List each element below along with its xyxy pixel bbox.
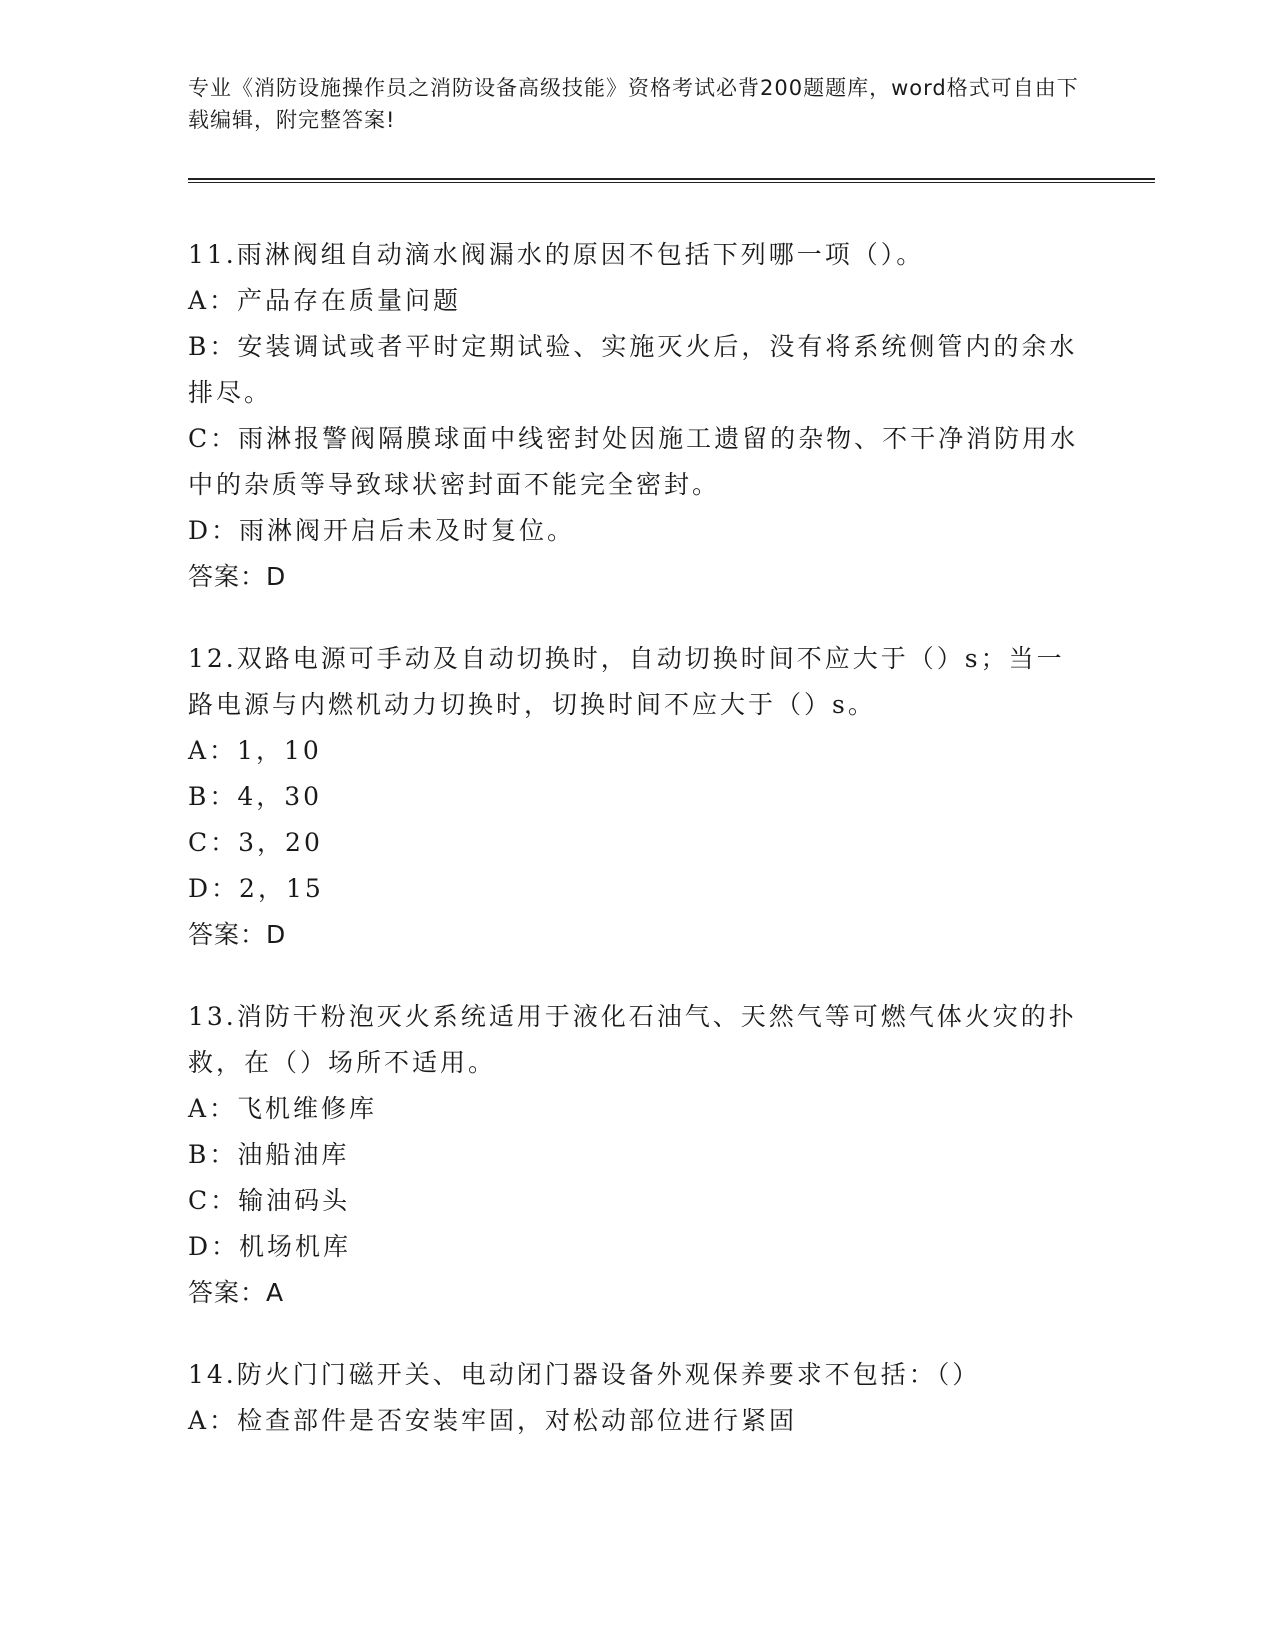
option-c: C：输油码头 — [188, 1186, 351, 1215]
header-divider — [188, 178, 1155, 183]
question-13 — [188, 994, 1088, 1316]
question-12 — [188, 636, 1088, 958]
question-stem: 13.消防干粉泡灭火系统适用于液化石油气、天然气等可燃气体火灾的扑救，在（）场所不适用。 — [188, 1002, 1077, 1077]
option-a: A：检查部件是否安装牢固，对松动部位进行紧固 — [188, 1406, 798, 1435]
option-b: B：安装调试或者平时定期试验、实施灭火后，没有将系统侧管内的余水排尽。 — [188, 332, 1078, 407]
question-list — [188, 232, 1088, 1480]
option-a: A：飞机维修库 — [188, 1094, 378, 1123]
option-b: B：油船油库 — [188, 1140, 350, 1169]
option-d: D：机场机库 — [188, 1232, 352, 1261]
question-11 — [188, 232, 1088, 600]
option-b: B：4，30 — [188, 782, 323, 811]
answer: 答案：D — [188, 920, 287, 949]
answer: 答案：A — [188, 1278, 285, 1307]
document-header: 专业《消防设施操作员之消防设备高级技能》资格考试必背200题题库，word格式可自由下载编辑，附完整答案! — [188, 76, 1079, 132]
answer: 答案：D — [188, 562, 287, 591]
question-stem: 11.雨淋阀组自动滴水阀漏水的原因不包括下列哪一项（）。 — [188, 240, 925, 269]
question-stem: 14.防火门门磁开关、电动闭门器设备外观保养要求不包括：（） — [188, 1360, 981, 1389]
option-c: C：雨淋报警阀隔膜球面中线密封处因施工遗留的杂物、不干净消防用水中的杂质等导致球状密封面不能完全密封。 — [188, 424, 1079, 499]
question-stem: 12.双路电源可手动及自动切换时，自动切换时间不应大于（）s；当一路电源与内燃机动力切换时，切换时间不应大于（）s。 — [188, 644, 1065, 719]
option-a: A：产品存在质量问题 — [188, 286, 462, 315]
option-d: D：雨淋阀开启后未及时复位。 — [188, 516, 576, 545]
option-c: C：3，20 — [188, 828, 323, 857]
option-d: D：2，15 — [188, 874, 324, 903]
question-14 — [188, 1352, 1088, 1444]
option-a: A：1，10 — [188, 736, 322, 765]
